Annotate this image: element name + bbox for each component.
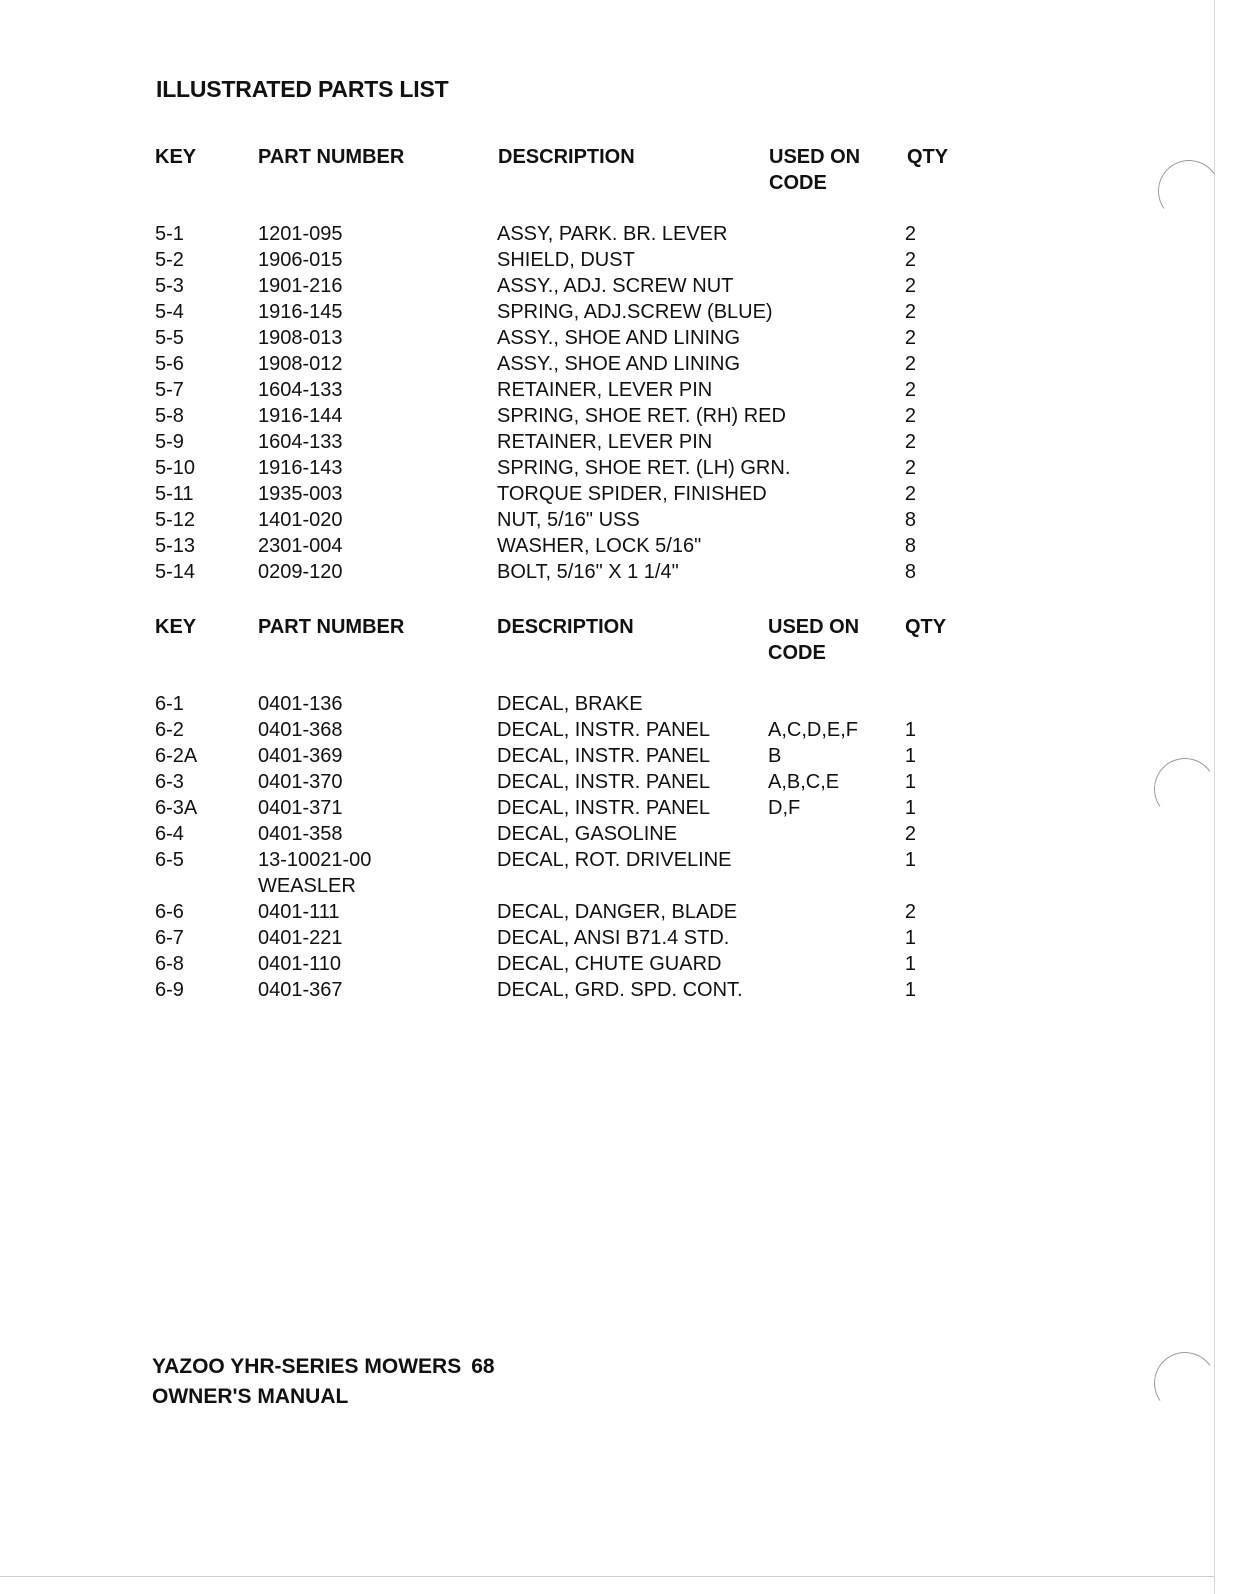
- table-row: [0, 377, 1000, 403]
- binder-hole-middle: [1149, 753, 1221, 825]
- header-key: KEY: [155, 146, 197, 168]
- cell-part-number: 0401-221: [258, 927, 343, 949]
- cell-part-number: 1908-012: [258, 353, 343, 375]
- cell-description: DECAL, INSTR. PANEL: [497, 719, 711, 741]
- table-row: [0, 533, 1000, 559]
- table-row: [0, 977, 1000, 1003]
- cell-qty: 2: [904, 301, 916, 323]
- cell-part-number-line2: WEASLER: [258, 875, 356, 897]
- cell-part-number: 2301-004: [258, 535, 343, 557]
- table-row: [0, 925, 1000, 951]
- cell-description: ASSY., SHOE AND LINING: [497, 353, 741, 375]
- table-row: [0, 507, 1000, 533]
- cell-part-number: 0401-358: [258, 823, 343, 845]
- cell-description: DECAL, GRD. SPD. CONT.: [497, 979, 743, 1001]
- table-row: [0, 559, 1000, 585]
- cell-description: WASHER, LOCK 5/16": [497, 535, 702, 557]
- cell-part-number: 0401-370: [258, 771, 343, 793]
- cell-part-number: 1916-145: [258, 301, 343, 323]
- cell-key: 6-5: [155, 849, 184, 871]
- footer-manual-name: YAZOO YHR-SERIES MOWERS: [152, 1355, 462, 1378]
- cell-part-number: 1908-013: [258, 327, 343, 349]
- cell-description: DECAL, GASOLINE: [497, 823, 678, 845]
- cell-key: 5-5: [155, 327, 184, 349]
- cell-key: 5-10: [155, 457, 196, 479]
- cell-part-number: 1906-015: [258, 249, 343, 271]
- table-row: [0, 351, 1000, 377]
- cell-description: DECAL, INSTR. PANEL: [497, 745, 711, 767]
- cell-description: DECAL, ROT. DRIVELINE: [497, 849, 732, 871]
- cell-qty: 1: [904, 953, 916, 975]
- cell-description: SPRING, SHOE RET. (LH) GRN.: [497, 457, 791, 479]
- cell-part-number: 13-10021-00: [258, 849, 372, 871]
- cell-qty: 8: [904, 561, 916, 583]
- scan-edge-line: [0, 1576, 1214, 1577]
- footer-line-1: [152, 1352, 495, 1382]
- cell-key: 5-6: [155, 353, 184, 375]
- cell-description: RETAINER, LEVER PIN: [497, 379, 713, 401]
- table-row: [0, 403, 1000, 429]
- cell-description: RETAINER, LEVER PIN: [497, 431, 713, 453]
- table-row: [0, 247, 1000, 273]
- cell-qty: 2: [904, 457, 916, 479]
- cell-qty: 2: [904, 823, 916, 845]
- cell-part-number: 1604-133: [258, 431, 343, 453]
- cell-key: 5-13: [155, 535, 196, 557]
- cell-part-number: 1604-133: [258, 379, 343, 401]
- cell-qty: 1: [904, 979, 916, 1001]
- footer-line-2: OWNER'S MANUAL: [152, 1385, 349, 1408]
- cell-description: TORQUE SPIDER, FINISHED: [497, 483, 767, 505]
- table-row: [0, 769, 1000, 795]
- cell-qty: 1: [904, 927, 916, 949]
- cell-part-number: 0401-371: [258, 797, 343, 819]
- table-row: [0, 325, 1000, 351]
- cell-key: 5-11: [155, 483, 194, 505]
- cell-key: 5-12: [155, 509, 196, 531]
- cell-description: NUT, 5/16" USS: [497, 509, 640, 531]
- cell-used-on: A,C,D,E,F: [768, 719, 859, 741]
- table-row: [0, 299, 1000, 325]
- cell-qty: 1: [904, 849, 916, 871]
- cell-description: DECAL, INSTR. PANEL: [497, 797, 711, 819]
- cell-part-number: 0209-120: [258, 561, 343, 583]
- table-row: [0, 455, 1000, 481]
- cell-key: 5-14: [155, 561, 196, 583]
- cell-used-on: D,F: [768, 797, 801, 819]
- binder-hole-bottom: [1149, 1347, 1221, 1419]
- page-title: ILLUSTRATED PARTS LIST: [156, 76, 449, 102]
- table-row: [0, 273, 1000, 299]
- cell-part-number: 0401-367: [258, 979, 343, 1001]
- cell-qty: 1: [904, 771, 916, 793]
- cell-part-number: 1935-003: [258, 483, 343, 505]
- table-row: [0, 951, 1000, 977]
- cell-used-on: A,B,C,E: [768, 771, 840, 793]
- cell-description: DECAL, BRAKE: [497, 693, 643, 715]
- cell-description: ASSY., ADJ. SCREW NUT: [497, 275, 734, 297]
- header-used-on: USED ON: [768, 616, 860, 638]
- cell-description: SPRING, SHOE RET. (RH) RED: [497, 405, 786, 427]
- cell-part-number: 0401-111: [258, 901, 340, 923]
- cell-description: DECAL, DANGER, BLADE: [497, 901, 738, 923]
- table-row: [0, 717, 1000, 743]
- cell-part-number: 0401-369: [258, 745, 343, 767]
- table-row: [0, 221, 1000, 247]
- cell-qty: 2: [904, 327, 916, 349]
- header-part-number: PART NUMBER: [258, 616, 405, 638]
- cell-key: 5-8: [155, 405, 184, 427]
- cell-description: ASSY., SHOE AND LINING: [497, 327, 741, 349]
- header-code: CODE: [769, 172, 827, 194]
- header-used-on: USED ON: [769, 146, 861, 168]
- cell-used-on: B: [768, 745, 782, 767]
- cell-qty: 8: [904, 535, 916, 557]
- cell-part-number: 1916-144: [258, 405, 343, 427]
- cell-part-number: 1401-020: [258, 509, 343, 531]
- header-part-number: PART NUMBER: [258, 146, 405, 168]
- cell-key: 6-3: [155, 771, 184, 793]
- cell-part-number: 0401-110: [258, 953, 342, 975]
- cell-qty: 2: [904, 379, 916, 401]
- cell-qty: 1: [904, 745, 916, 767]
- cell-key: 6-3A: [155, 797, 198, 819]
- cell-key: 6-9: [155, 979, 184, 1001]
- cell-key: 6-8: [155, 953, 184, 975]
- cell-key: 5-3: [155, 275, 184, 297]
- cell-description: DECAL, INSTR. PANEL: [497, 771, 711, 793]
- cell-description: SHIELD, DUST: [497, 249, 635, 271]
- cell-key: 6-6: [155, 901, 184, 923]
- cell-key: 6-2A: [155, 745, 198, 767]
- header-qty: QTY: [907, 146, 949, 168]
- table-row: [0, 691, 1000, 717]
- cell-qty: 1: [904, 719, 916, 741]
- cell-part-number: 0401-368: [258, 719, 343, 741]
- cell-key: 5-9: [155, 431, 184, 453]
- cell-qty: 2: [904, 223, 916, 245]
- cell-key: 6-4: [155, 823, 184, 845]
- header-qty: QTY: [905, 616, 947, 638]
- cell-description: ASSY, PARK. BR. LEVER: [497, 223, 728, 245]
- cell-qty: 2: [904, 353, 916, 375]
- table-row: [0, 899, 1000, 925]
- cell-key: 5-7: [155, 379, 184, 401]
- header-description: DESCRIPTION: [498, 146, 635, 168]
- cell-description: DECAL, ANSI B71.4 STD.: [497, 927, 730, 949]
- table-row: [0, 821, 1000, 847]
- cell-key: 6-7: [155, 927, 184, 949]
- page-edge: [1214, 0, 1236, 1594]
- cell-description: BOLT, 5/16" X 1 1/4": [497, 561, 679, 583]
- cell-description: SPRING, ADJ.SCREW (BLUE): [497, 301, 773, 323]
- cell-part-number: 0401-136: [258, 693, 343, 715]
- cell-key: 6-2: [155, 719, 184, 741]
- table-row: [0, 481, 1000, 507]
- cell-description: DECAL, CHUTE GUARD: [497, 953, 722, 975]
- cell-qty: 2: [904, 483, 916, 505]
- header-key: KEY: [155, 616, 197, 638]
- cell-qty: 8: [904, 509, 916, 531]
- cell-qty: 2: [904, 901, 916, 923]
- cell-qty: 2: [904, 431, 916, 453]
- cell-part-number: 1201-095: [258, 223, 343, 245]
- header-code: CODE: [768, 642, 826, 664]
- cell-key: 5-1: [155, 223, 184, 245]
- cell-qty: 2: [904, 249, 916, 271]
- header-description: DESCRIPTION: [497, 616, 634, 638]
- page-number: 68: [471, 1355, 495, 1378]
- cell-key: 5-2: [155, 249, 184, 271]
- table-row: [0, 743, 1000, 769]
- table-row: [0, 795, 1000, 821]
- table-row: [0, 847, 1000, 897]
- cell-key: 6-1: [155, 693, 184, 715]
- cell-qty: 2: [904, 405, 916, 427]
- cell-qty: 1: [904, 797, 916, 819]
- cell-key: 5-4: [155, 301, 184, 323]
- footer: [152, 1352, 495, 1412]
- cell-part-number: 1901-216: [258, 275, 343, 297]
- cell-part-number: 1916-143: [258, 457, 343, 479]
- table-row: [0, 429, 1000, 455]
- cell-qty: 2: [904, 275, 916, 297]
